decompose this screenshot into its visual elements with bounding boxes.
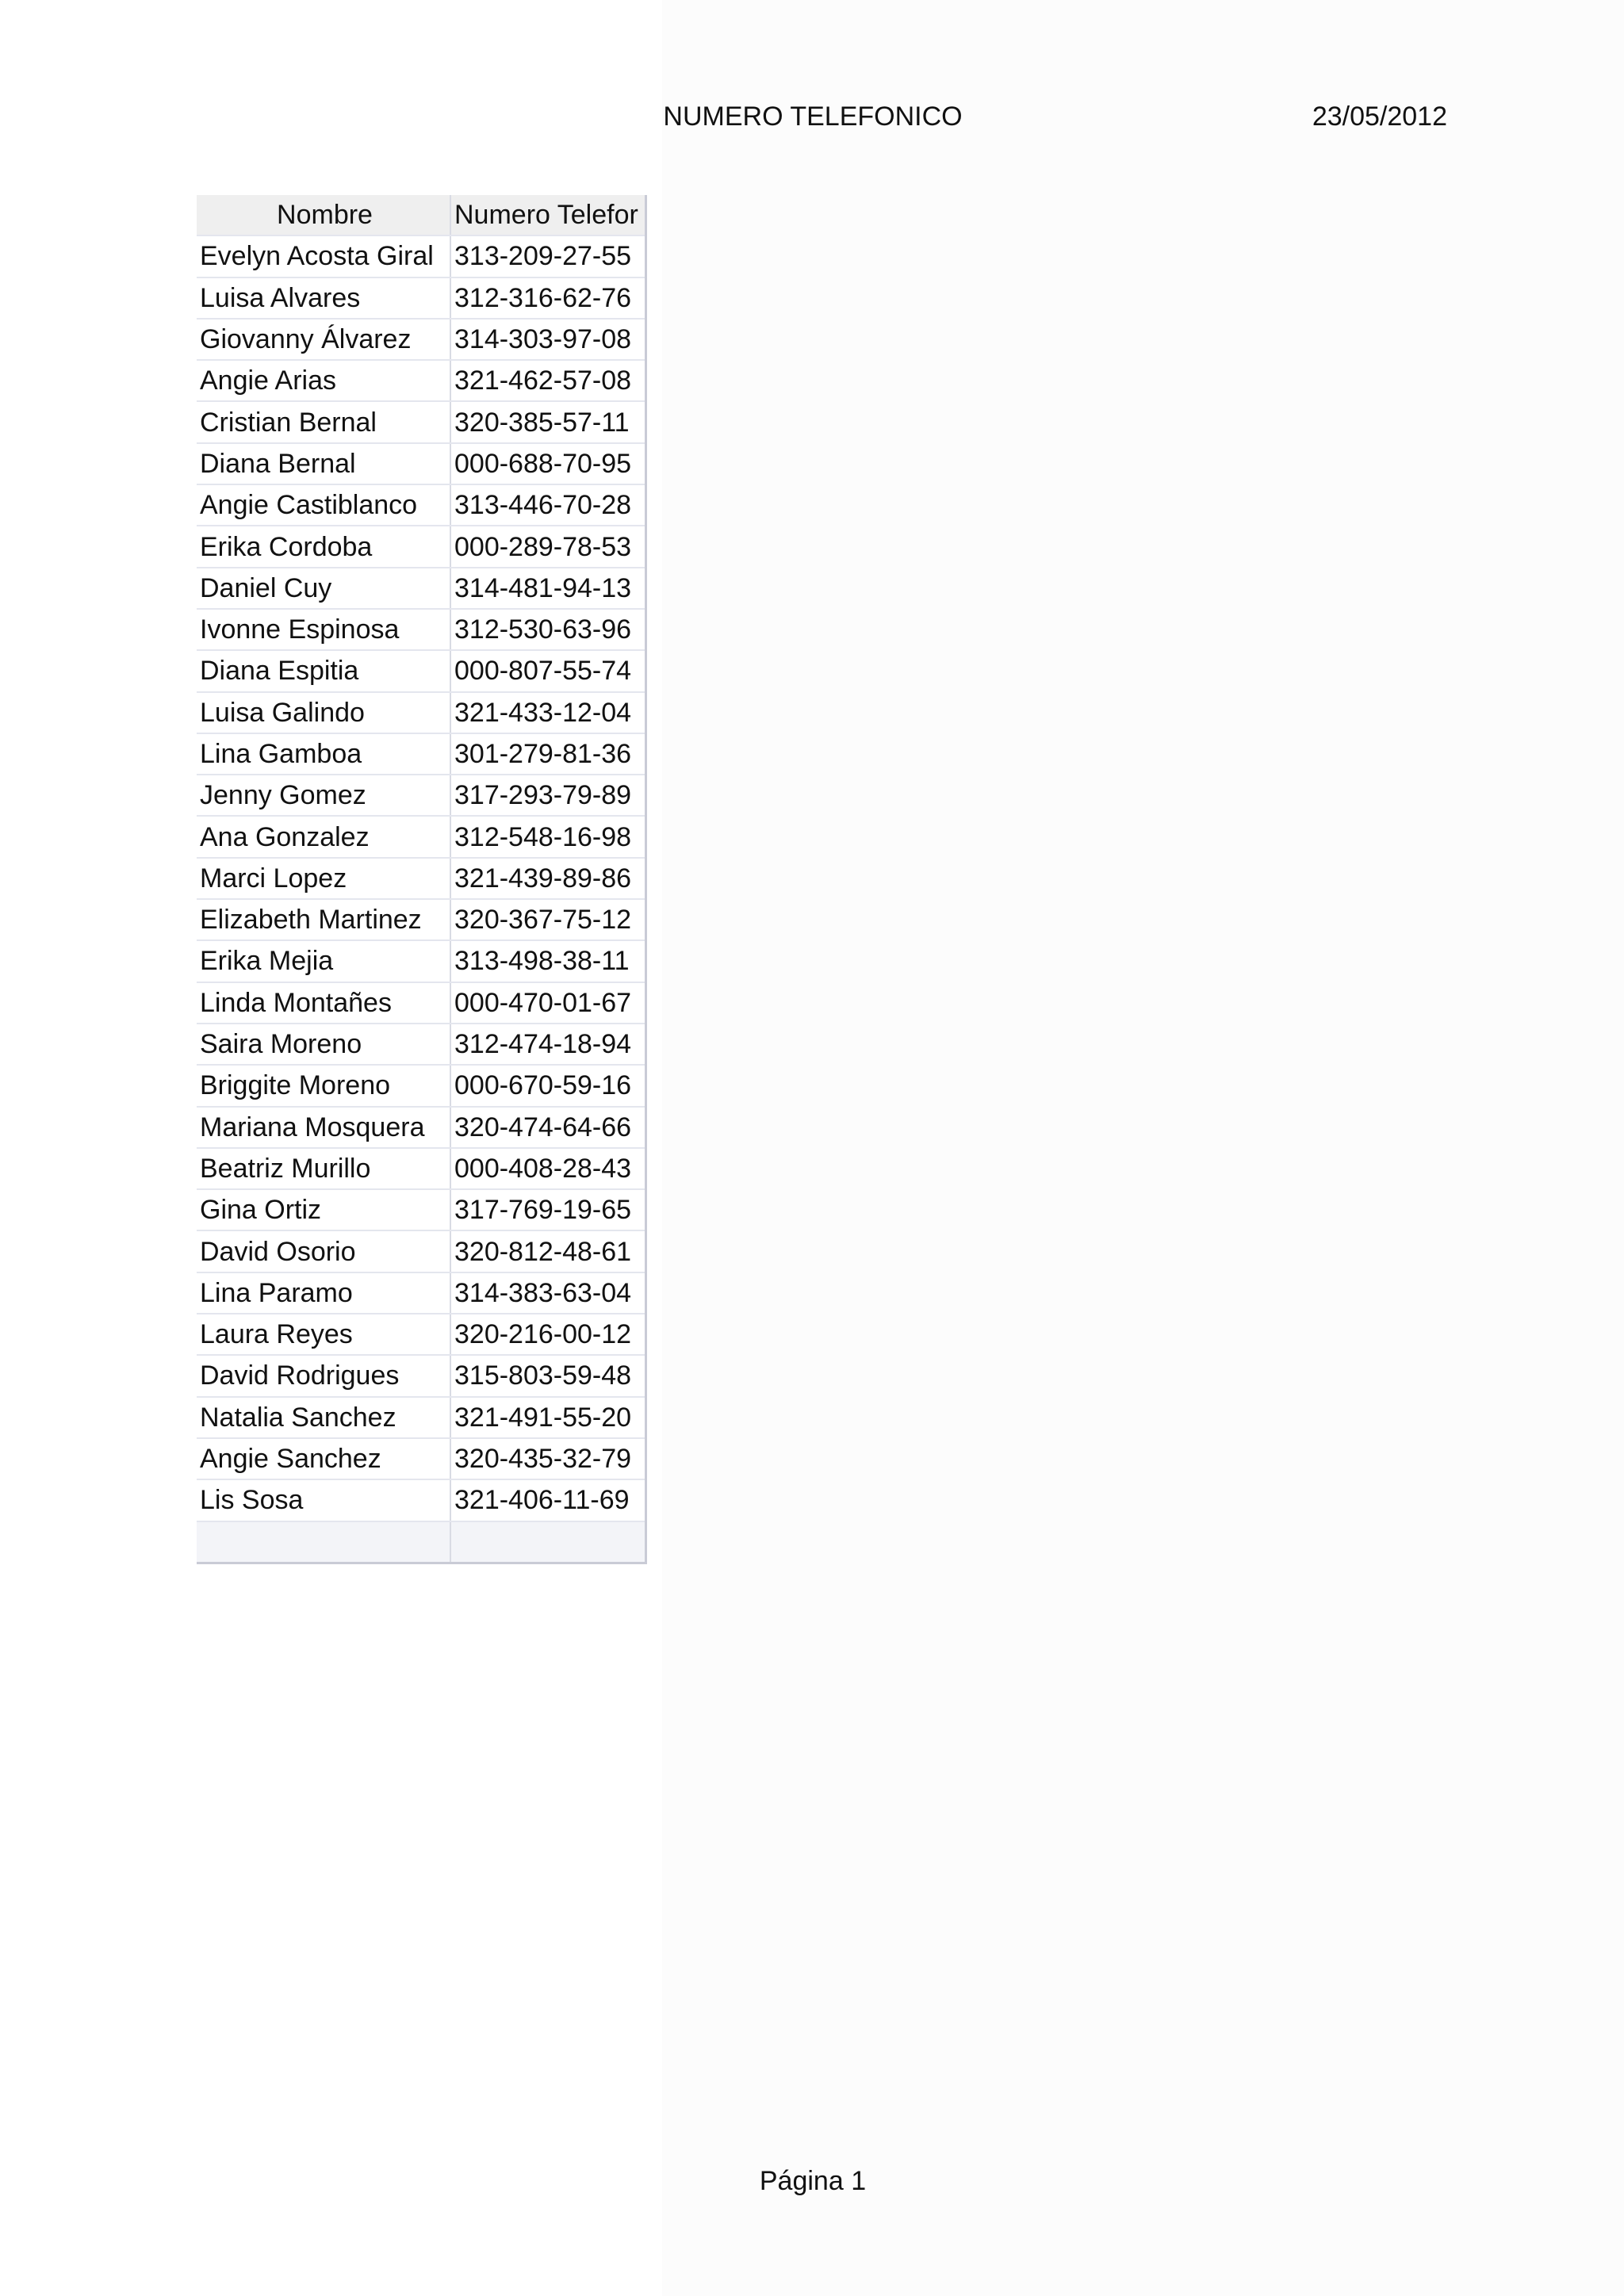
- table-row: [197, 1397, 645, 1438]
- phone-number-cell: 301-279-81-36: [450, 733, 645, 775]
- column-header-name: Nombre: [197, 195, 450, 235]
- table-row: [197, 940, 645, 982]
- phone-number-cell: 000-688-70-95: [450, 443, 645, 484]
- table-row: [197, 568, 645, 609]
- phone-number-cell: 000-670-59-16: [450, 1065, 645, 1106]
- contact-name-cell: Angie Castiblanco: [197, 484, 450, 526]
- table-row: [197, 1314, 645, 1355]
- table-row: [197, 319, 645, 360]
- table-row: [197, 235, 645, 277]
- phone-number-cell: 320-216-00-12: [450, 1314, 645, 1355]
- contact-name-cell: Diana Espitia: [197, 650, 450, 691]
- contact-name-cell: Angie Arias: [197, 360, 450, 401]
- phone-number-cell: 314-383-63-04: [450, 1272, 645, 1314]
- phone-number-cell: 321-439-89-86: [450, 858, 645, 899]
- phone-number-cell: 320-435-32-79: [450, 1438, 645, 1479]
- contact-name-cell: Gina Ortiz: [197, 1189, 450, 1230]
- table-row: [197, 526, 645, 567]
- page-footer-number: Página 1: [759, 2166, 867, 2196]
- contact-name-cell: Briggite Moreno: [197, 1065, 450, 1106]
- contact-name-cell: Jenny Gomez: [197, 775, 450, 816]
- table-row: [197, 609, 645, 650]
- contact-name-cell: Luisa Alvares: [197, 277, 450, 319]
- table-row: [197, 1065, 645, 1106]
- phone-number-cell: 312-316-62-76: [450, 277, 645, 319]
- contact-name-cell: Evelyn Acosta Giral: [197, 235, 450, 277]
- phone-number-cell: 321-433-12-04: [450, 692, 645, 733]
- table-row: [197, 858, 645, 899]
- phone-number-cell: 000-289-78-53: [450, 526, 645, 567]
- contact-name-cell: Cristian Bernal: [197, 401, 450, 442]
- contact-name-cell: Laura Reyes: [197, 1314, 450, 1355]
- contact-name-cell: Lina Paramo: [197, 1272, 450, 1314]
- table-row: [197, 1479, 645, 1521]
- table-row: [197, 692, 645, 733]
- contact-name-cell: Lina Gamboa: [197, 733, 450, 775]
- table-row: [197, 982, 645, 1024]
- contact-name-cell: Marci Lopez: [197, 858, 450, 899]
- column-header-phone: Numero Telefor: [450, 195, 645, 235]
- phone-number-cell: 315-803-59-48: [450, 1355, 645, 1396]
- table-row: [197, 443, 645, 484]
- contact-name-cell: Giovanny Álvarez: [197, 319, 450, 360]
- phone-number-cell: 312-530-63-96: [450, 609, 645, 650]
- table-header-row: [197, 195, 645, 235]
- table-row: [197, 1189, 645, 1230]
- table-row: [197, 1272, 645, 1314]
- contact-name-cell: Elizabeth Martinez: [197, 899, 450, 940]
- phone-number-cell: 000-470-01-67: [450, 982, 645, 1024]
- phone-table: [197, 195, 647, 1564]
- phone-number-cell: 320-367-75-12: [450, 899, 645, 940]
- phone-number-cell: 312-474-18-94: [450, 1024, 645, 1065]
- phone-number-cell: 312-548-16-98: [450, 816, 645, 857]
- contact-name-cell: Ana Gonzalez: [197, 816, 450, 857]
- empty-cell: [450, 1521, 645, 1563]
- contact-name-cell: Luisa Galindo: [197, 692, 450, 733]
- phone-number-cell: 313-446-70-28: [450, 484, 645, 526]
- table-row: [197, 401, 645, 442]
- contact-name-cell: Saira Moreno: [197, 1024, 450, 1065]
- table-row: [197, 1024, 645, 1065]
- phone-number-cell: 320-385-57-11: [450, 401, 645, 442]
- contact-name-cell: Erika Cordoba: [197, 526, 450, 567]
- table-row: [197, 1107, 645, 1148]
- contact-name-cell: Daniel Cuy: [197, 568, 450, 609]
- contact-name-cell: Erika Mejia: [197, 940, 450, 982]
- table-row: [197, 816, 645, 857]
- table-body: [197, 235, 645, 1563]
- table-row: [197, 1230, 645, 1272]
- phone-number-cell: 314-481-94-13: [450, 568, 645, 609]
- empty-cell: [197, 1521, 450, 1563]
- phone-number-cell: 000-408-28-43: [450, 1148, 645, 1189]
- table-row: [197, 484, 645, 526]
- phone-number-cell: 000-807-55-74: [450, 650, 645, 691]
- page-header-date: 23/05/2012: [1312, 101, 1447, 132]
- phone-number-cell: 317-293-79-89: [450, 775, 645, 816]
- table-row: [197, 899, 645, 940]
- phone-number-cell: 321-406-11-69: [450, 1479, 645, 1521]
- table-row: [197, 277, 645, 319]
- phone-number-cell: 317-769-19-65: [450, 1189, 645, 1230]
- contact-name-cell: David Rodrigues: [197, 1355, 450, 1396]
- contact-name-cell: Lis Sosa: [197, 1479, 450, 1521]
- contact-name-cell: Beatriz Murillo: [197, 1148, 450, 1189]
- contact-name-cell: Ivonne Espinosa: [197, 609, 450, 650]
- page-header-title: NUMERO TELEFONICO: [663, 101, 963, 132]
- contact-name-cell: David Osorio: [197, 1230, 450, 1272]
- contact-name-cell: Diana Bernal: [197, 443, 450, 484]
- phone-number-cell: 321-491-55-20: [450, 1397, 645, 1438]
- table-row: [197, 733, 645, 775]
- table-row: [197, 1355, 645, 1396]
- contact-name-cell: Angie Sanchez: [197, 1438, 450, 1479]
- phone-number-cell: 314-303-97-08: [450, 319, 645, 360]
- contact-name-cell: Natalia Sanchez: [197, 1397, 450, 1438]
- phone-number-cell: 320-474-64-66: [450, 1107, 645, 1148]
- contact-name-cell: Linda Montañes: [197, 982, 450, 1024]
- empty-table-row: [197, 1521, 645, 1563]
- contact-name-cell: Mariana Mosquera: [197, 1107, 450, 1148]
- phone-number-cell: 313-498-38-11: [450, 940, 645, 982]
- table-row: [197, 775, 645, 816]
- phone-number-cell: 313-209-27-55: [450, 235, 645, 277]
- phone-number-cell: 320-812-48-61: [450, 1230, 645, 1272]
- table-row: [197, 360, 645, 401]
- phone-number-cell: 321-462-57-08: [450, 360, 645, 401]
- table-row: [197, 1438, 645, 1479]
- table-row: [197, 650, 645, 691]
- table-row: [197, 1148, 645, 1189]
- page-background-shade: [662, 0, 1624, 2296]
